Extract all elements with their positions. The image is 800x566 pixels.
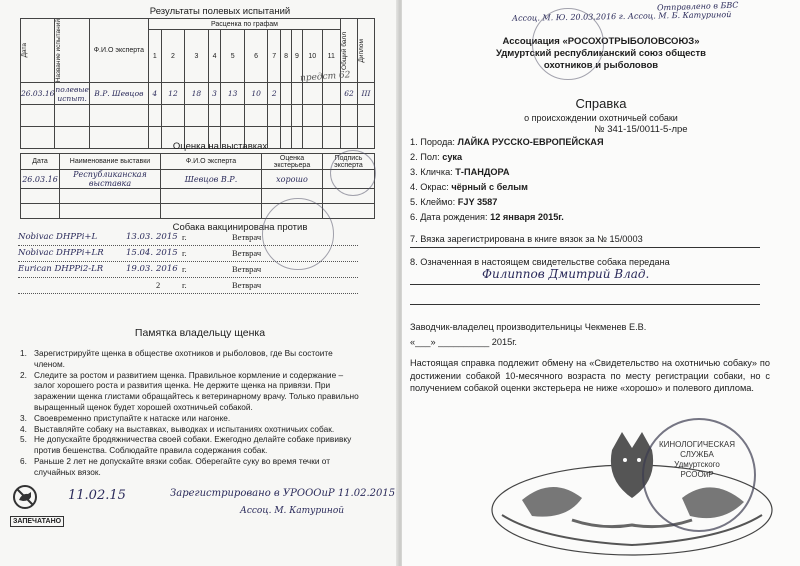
score-col: 4 (208, 30, 221, 83)
stamp-line: РСООиР (680, 470, 714, 479)
vaccine-name: Nobivac DHPPi+L (18, 232, 98, 242)
field-breed (410, 137, 604, 147)
show-stamp (330, 150, 376, 196)
field-value: 12 января 2015г. (490, 212, 564, 222)
memo-list (20, 348, 365, 478)
list-item: 6. Раньше 2 лет не допускайте вязки собак. Оберегайте суку во время течки от случайных вязок. (20, 455, 331, 477)
col-test-name: Название испытаний (55, 19, 63, 83)
field-birthdate (410, 212, 564, 222)
score-col: 9 (292, 30, 303, 83)
left-page (0, 0, 398, 566)
org-stamp (532, 8, 604, 80)
row-diploma: ІІІ (358, 83, 375, 105)
vaccine-name: Eurican DHPPi2-LR (18, 264, 104, 274)
list-item: 1. Зарегистрируйте щенка в обществе охотников и рыболовов, где Вы состоите членом. (20, 348, 333, 369)
memo-text: Не допускайте бродяжничества своей собаки. Ежегодно делайте собаке прививку против бешенства. Соблюдайте правила содержания собак. (34, 434, 352, 456)
row-score (292, 83, 303, 105)
row-date: 26.03.16 (21, 83, 55, 105)
memo-text: Раньше 2 лет не допускайте вязки собак. Оберегайте суку во время течки от случайных вязок. (34, 455, 331, 477)
field-brand (410, 197, 497, 207)
field-value: чёрный с белым (451, 182, 528, 192)
score-col: 10 (302, 30, 322, 83)
field-label: 4. Окрас: (410, 182, 449, 192)
vet-label: Ветврач (232, 232, 262, 242)
tests-note: предст 62 (299, 70, 351, 84)
score-col: 8 (281, 30, 292, 83)
stamp-line: КИНОЛОГИЧЕСКАЯ (658, 440, 736, 449)
col-total: Общий балл (341, 31, 348, 70)
doc-subtitle: о происхождении охотничьей собаки (524, 113, 678, 123)
vaccine-name: Nobivac DHPPi+LR (18, 248, 104, 258)
footer-date: 11.02.15 (68, 488, 126, 503)
score-col: 7 (268, 30, 281, 83)
row-score: 2 (268, 83, 281, 105)
shows-title: Оценка на выставках (172, 141, 268, 152)
score-col: 6 (244, 30, 267, 83)
table-row (21, 83, 375, 105)
list-item: 5. Не допускайте бродяжничества своей собаки. Ежегодно делайте собаке прививку против бешенства. Соблюдайте правила содержания собак. (20, 434, 352, 456)
col-diploma: Диплом (358, 38, 365, 63)
show-col-date: Дата (21, 154, 60, 170)
field-name (410, 167, 510, 177)
owner-handwritten: Филиппов Дмитрий Влад. (482, 267, 650, 281)
right-page (402, 0, 800, 566)
no-dogs-icon (12, 484, 38, 510)
memo-text: Выставляйте собаку на выставках, выводках и испытаниях охотничьих собак. (34, 423, 335, 434)
vet-label: Ветврач (232, 248, 262, 258)
year-suffix: г. (182, 280, 187, 290)
vaccine-year: 2015 (156, 232, 178, 242)
vaccination-title: Собака вакцинирована против (172, 222, 308, 233)
org-line3: охотников и рыболовов (543, 60, 659, 71)
show-grade: хорошо (262, 170, 323, 189)
memo-text: Следите за ростом и развитием щенка. Правильное кормление и содержание – залог хорошего роста и развития щенка. Не держите щенка на привязи. При заражении щенка глистами обращайтесь к ветеринарному врачу. Только правильно выращенный щенок будет хорошей охотничьей собакой. (34, 369, 359, 412)
vet-stamp (262, 198, 334, 270)
score-col: 5 (221, 30, 244, 83)
row-score: 3 (208, 83, 221, 105)
list-item: 3. Своевременно приступайте к натаске или нагонке. (20, 412, 231, 423)
row-score: 18 (185, 83, 208, 105)
row-expert: В.Р. Шевцов (89, 83, 148, 105)
memo-text: Своевременно приступайте к натаске или нагонке. (34, 412, 231, 423)
field-label: 3. Кличка: (410, 167, 453, 177)
row-score: 13 (221, 83, 244, 105)
row-score: 12 (161, 83, 184, 105)
footer-signature: Ассоц. М. Катуриной (240, 506, 345, 516)
row-score (281, 83, 292, 105)
show-col-grade: Оценка экстерьера (262, 154, 323, 170)
vaccine-date: 13.03. (126, 232, 154, 242)
field-value: FJY 3587 (457, 197, 498, 207)
schedule-label: Расценка по графам (210, 20, 278, 28)
row-score (322, 83, 341, 105)
field-label: 2. Пол: (410, 152, 440, 162)
vet-label: Ветврач (232, 264, 262, 274)
doc-title: Справка (575, 96, 627, 111)
field-label: 6. Дата рождения: (410, 212, 488, 222)
stamp-line: СЛУЖБА (680, 450, 714, 459)
kennel-stamp-text (652, 440, 742, 480)
show-name: Республиканская выставка (60, 170, 161, 189)
show-date: 26.03.16 (21, 170, 60, 189)
col-date: Дата (21, 43, 28, 58)
field-value: ЛАЙКА РУССКО-ЕВРОПЕЙСКАЯ (457, 137, 604, 147)
score-col: 1 (148, 30, 161, 83)
row-score: 4 (148, 83, 161, 105)
show-col-name: Наименование выставки (60, 154, 161, 170)
doc-number: № 341-15/0011-5-лре (594, 124, 688, 135)
date-line: «___» __________ 2015г. (410, 337, 517, 347)
vaccine-year: 2015 (156, 248, 178, 258)
field-color (410, 182, 528, 192)
field-tests-title: Результаты полевых испытаний (149, 6, 291, 17)
vaccine-year: 2016 (156, 264, 178, 274)
underline (410, 304, 760, 305)
notice-text: Настоящая справка подлежит обмену на «Свидетельство на охотничью собаку» по достижении собакой 10-месячного возраста по месту регистрации собаки, но с получением собакой оценки экстерьера не ниже «хорошо» и полевого диплома. (410, 358, 770, 393)
memo-text: Зарегистрируйте щенка в обществе охотников и рыболовов, где Вы состоите членом. (34, 348, 333, 369)
show-col-signature: Подпись эксперта (323, 154, 375, 170)
row-score (302, 83, 322, 105)
score-col: 3 (185, 30, 208, 83)
col-expert: Ф.И.О эксперта (93, 47, 145, 55)
underline (410, 284, 760, 285)
field-mating: 7. Вязка зарегистрирована в книге вязок за № 15/0003 (410, 234, 643, 244)
footer-registration: Зарегистрировано в УРОООиР 11.02.2015 (170, 488, 396, 499)
vaccine-date: 19.03. (126, 264, 154, 274)
show-col-expert: Ф.И.О эксперта (161, 154, 262, 170)
field-sex (410, 152, 462, 162)
top-note-line2: Ассоц. М. Ю. 20.03.2016 г. Ассоц. М. Б. Катуриной (511, 10, 732, 23)
vaccination-line (18, 280, 358, 294)
vaccine-date: 15.04. (126, 248, 154, 258)
table-row (21, 170, 375, 189)
list-item: 2. Следите за ростом и развитием щенка. Правильное кормление и содержание – залог хорошего роста и развития щенка. Не держите щенка на привязи. При заражении щенка глистами обращайтесь к ветеринарному врачу. Только правильно выращенный щенок будет хорошей охотничьей собакой. (20, 369, 359, 412)
footer-logo: ЗАПЕЧАТАНО (10, 516, 64, 527)
field-label: 5. Клеймо: (410, 197, 456, 207)
show-expert: Шевцов В.Р. (161, 170, 262, 189)
org-line1: Ассоциация «РОСОХОТРЫБОЛОВСОЮЗ» (502, 36, 700, 47)
row-score: 10 (244, 83, 267, 105)
vet-label: Ветврач (232, 280, 262, 290)
score-col: 2 (161, 30, 184, 83)
top-note-line1: Отправлено в БВС (656, 0, 739, 13)
list-item: 4. Выставляйте собаку на выставках, выводках и испытаниях охотничьих собак. (20, 423, 335, 434)
field-value: сука (442, 152, 463, 162)
memo-title: Памятка владельцу щенка (134, 327, 266, 339)
year-suffix: г. (182, 264, 187, 274)
underline (410, 247, 760, 248)
breeder: Заводчик-владелец производительницы Чекменев Е.В. (410, 322, 647, 332)
year-suffix: г. (182, 232, 187, 242)
org-line2: Удмуртский республиканский союз обществ (495, 48, 707, 59)
year-suffix: г. (182, 248, 187, 258)
field-transfer: 8. Означенная в настоящем свидетельстве собака передана (410, 257, 670, 267)
field-label: 1. Порода: (410, 137, 455, 147)
score-col: 11 (322, 30, 341, 83)
field-tests-table (20, 18, 375, 149)
row-total: 62 (341, 83, 358, 105)
field-value: Т-ПАНДОРА (455, 167, 510, 177)
vaccine-year: 2 (156, 280, 161, 290)
row-name: полевые испыт. (55, 84, 89, 103)
stamp-line: Удмуртского (674, 460, 720, 469)
